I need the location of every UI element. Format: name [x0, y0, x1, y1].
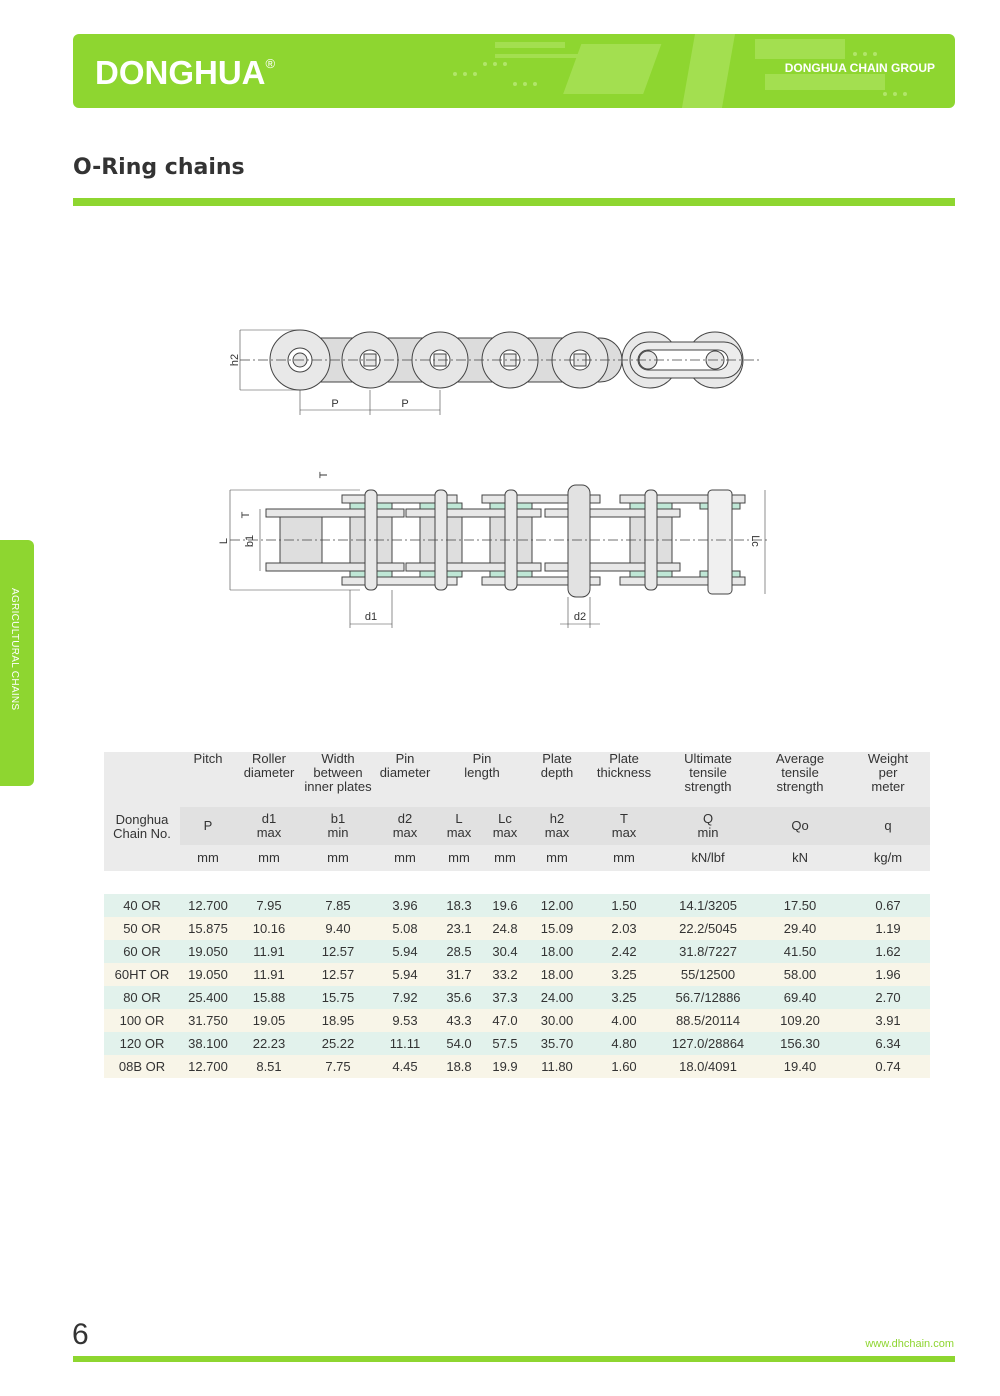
cell-lc: 30.4 — [482, 940, 528, 963]
cell-lc: 37.3 — [482, 986, 528, 1009]
cell-lc: 24.8 — [482, 917, 528, 940]
cell-w: 1.62 — [846, 940, 930, 963]
cell-lc: 19.6 — [482, 894, 528, 917]
cell-l: 18.3 — [436, 894, 482, 917]
cell-w: 1.96 — [846, 963, 930, 986]
side-tab — [0, 540, 34, 786]
label-t-side: T — [240, 511, 252, 519]
cell-qo: 19.40 — [754, 1055, 846, 1078]
cell-p: 19.050 — [180, 963, 236, 986]
cell-w: 2.70 — [846, 986, 930, 1009]
cell-no: 60HT OR — [104, 963, 180, 986]
sym-lc: Lc max — [482, 807, 528, 845]
label-h2: h2 — [229, 353, 241, 367]
cell-h2: 11.80 — [528, 1055, 586, 1078]
label-pitch-1: P — [331, 398, 339, 410]
label-d2: d2 — [573, 611, 587, 623]
cell-b1: 9.40 — [302, 917, 374, 940]
unit-q: kN/lbf — [662, 845, 754, 871]
table-row — [104, 963, 930, 986]
unit-w: kg/m — [846, 845, 930, 871]
cell-h2: 24.00 — [528, 986, 586, 1009]
sym-h2: h2 max — [528, 807, 586, 845]
cell-t: 1.50 — [586, 894, 662, 917]
cell-d1: 19.05 — [236, 1009, 302, 1032]
cell-lc: 57.5 — [482, 1032, 528, 1055]
cell-b1: 12.57 — [302, 963, 374, 986]
cell-qo: 17.50 — [754, 894, 846, 917]
side-tab-label: AGRICULTURAL CHAINS — [9, 588, 20, 711]
group-name: DONGHUA CHAIN GROUP — [784, 61, 935, 75]
header-row-units — [104, 845, 930, 871]
cell-qo: 41.50 — [754, 940, 846, 963]
label-d1: d1 — [364, 611, 378, 623]
cell-d2: 4.45 — [374, 1055, 436, 1078]
cell-qo: 29.40 — [754, 917, 846, 940]
cell-d2: 5.08 — [374, 917, 436, 940]
cell-l: 28.5 — [436, 940, 482, 963]
col-plate-depth: Plate depth — [528, 752, 586, 807]
unit-empty — [104, 845, 180, 871]
unit-d1: mm — [236, 845, 302, 871]
cell-h2: 35.70 — [528, 1032, 586, 1055]
cell-p: 12.700 — [180, 894, 236, 917]
unit-p: mm — [180, 845, 236, 871]
cell-no: 50 OR — [104, 917, 180, 940]
cell-t: 3.25 — [586, 986, 662, 1009]
cell-lc: 33.2 — [482, 963, 528, 986]
footer-url: www.dhchain.com — [865, 1338, 954, 1350]
label-t-top: T — [318, 471, 330, 479]
cell-w: 0.74 — [846, 1055, 930, 1078]
cell-h2: 15.09 — [528, 917, 586, 940]
col-average-strength: Average tensile strength — [754, 752, 846, 807]
sym-b1: b1 min — [302, 807, 374, 845]
cell-no: 08B OR — [104, 1055, 180, 1078]
table-row — [104, 894, 930, 917]
unit-lc: mm — [482, 845, 528, 871]
cell-b1: 7.75 — [302, 1055, 374, 1078]
cell-p: 19.050 — [180, 940, 236, 963]
col-width: Width between inner plates — [302, 752, 374, 807]
unit-t: mm — [586, 845, 662, 871]
label-lc: Lc — [749, 535, 761, 547]
sym-t: T max — [586, 807, 662, 845]
sym-l: L max — [436, 807, 482, 845]
cell-d1: 11.91 — [236, 963, 302, 986]
cell-qo: 58.00 — [754, 963, 846, 986]
cell-qo: 69.40 — [754, 986, 846, 1009]
cell-p: 25.400 — [180, 986, 236, 1009]
cell-q: 18.0/4091 — [662, 1055, 754, 1078]
col-roller: Roller diameter — [236, 752, 302, 807]
cell-no: 60 OR — [104, 940, 180, 963]
unit-qo: kN — [754, 845, 846, 871]
cell-l: 35.6 — [436, 986, 482, 1009]
col-pin-diameter: Pin diameter — [374, 752, 436, 807]
cell-q: 14.1/3205 — [662, 894, 754, 917]
cell-b1: 12.57 — [302, 940, 374, 963]
table-row — [104, 1055, 930, 1078]
corner-label: Donghua Chain No. — [113, 812, 171, 841]
spec-table — [104, 752, 930, 1078]
unit-l: mm — [436, 845, 482, 871]
cell-d2: 11.11 — [374, 1032, 436, 1055]
cell-d1: 7.95 — [236, 894, 302, 917]
registered-mark: ® — [265, 56, 276, 71]
col-chain-no — [104, 752, 180, 845]
cell-h2: 30.00 — [528, 1009, 586, 1032]
cell-q: 22.2/5045 — [662, 917, 754, 940]
cell-no: 40 OR — [104, 894, 180, 917]
cell-w: 6.34 — [846, 1032, 930, 1055]
cell-lc: 47.0 — [482, 1009, 528, 1032]
cell-t: 2.42 — [586, 940, 662, 963]
cell-q: 127.0/28864 — [662, 1032, 754, 1055]
sym-w: q — [846, 807, 930, 845]
brand-logo — [95, 54, 275, 92]
unit-h2: mm — [528, 845, 586, 871]
cell-p: 38.100 — [180, 1032, 236, 1055]
cell-d1: 15.88 — [236, 986, 302, 1009]
footer-rule — [73, 1356, 955, 1362]
unit-b1: mm — [302, 845, 374, 871]
cell-d2: 9.53 — [374, 1009, 436, 1032]
cell-q: 55/12500 — [662, 963, 754, 986]
cell-t: 3.25 — [586, 963, 662, 986]
unit-d2: mm — [374, 845, 436, 871]
cell-h2: 18.00 — [528, 940, 586, 963]
col-pin-length: Pin length — [436, 752, 528, 807]
cell-qo: 156.30 — [754, 1032, 846, 1055]
cell-q: 31.8/7227 — [662, 940, 754, 963]
cell-l: 31.7 — [436, 963, 482, 986]
cell-l: 54.0 — [436, 1032, 482, 1055]
table-row — [104, 986, 930, 1009]
cell-b1: 7.85 — [302, 894, 374, 917]
sym-qo: Qo — [754, 807, 846, 845]
cell-l: 18.8 — [436, 1055, 482, 1078]
cell-d1: 8.51 — [236, 1055, 302, 1078]
cell-no: 80 OR — [104, 986, 180, 1009]
cell-qo: 109.20 — [754, 1009, 846, 1032]
table-row — [104, 1032, 930, 1055]
side-view — [240, 330, 760, 415]
cell-w: 1.19 — [846, 917, 930, 940]
cell-t: 2.03 — [586, 917, 662, 940]
sym-q: Q min — [662, 807, 754, 845]
header-row-symbols — [104, 807, 930, 845]
cell-d1: 10.16 — [236, 917, 302, 940]
sym-d2: d2 max — [374, 807, 436, 845]
cell-d1: 22.23 — [236, 1032, 302, 1055]
cell-q: 56.7/12886 — [662, 986, 754, 1009]
cell-w: 0.67 — [846, 894, 930, 917]
cell-d2: 5.94 — [374, 963, 436, 986]
cell-d2: 3.96 — [374, 894, 436, 917]
cell-q: 88.5/20114 — [662, 1009, 754, 1032]
top-view — [230, 485, 770, 628]
table-row — [104, 917, 930, 940]
cell-d1: 11.91 — [236, 940, 302, 963]
table-body — [104, 894, 930, 1078]
header-banner — [73, 34, 955, 108]
label-b1: b1 — [244, 534, 256, 548]
cell-no: 120 OR — [104, 1032, 180, 1055]
cell-l: 23.1 — [436, 917, 482, 940]
cell-p: 15.875 — [180, 917, 236, 940]
cell-p: 31.750 — [180, 1009, 236, 1032]
cell-no: 100 OR — [104, 1009, 180, 1032]
cell-t: 4.80 — [586, 1032, 662, 1055]
chain-drawing — [200, 310, 800, 640]
cell-d2: 5.94 — [374, 940, 436, 963]
cell-d2: 7.92 — [374, 986, 436, 1009]
cell-t: 1.60 — [586, 1055, 662, 1078]
sym-p: P — [180, 807, 236, 845]
cell-h2: 12.00 — [528, 894, 586, 917]
cell-p: 12.700 — [180, 1055, 236, 1078]
brand-name: DONGHUA — [95, 54, 266, 91]
title-rule — [73, 198, 955, 206]
col-weight: Weight per meter — [846, 752, 930, 807]
cell-t: 4.00 — [586, 1009, 662, 1032]
cell-l: 43.3 — [436, 1009, 482, 1032]
table-spacer — [104, 871, 930, 894]
cell-h2: 18.00 — [528, 963, 586, 986]
cell-lc: 19.9 — [482, 1055, 528, 1078]
col-plate-thickness: Plate thickness — [586, 752, 662, 807]
page-number: 6 — [72, 1318, 89, 1351]
table-row — [104, 1009, 930, 1032]
cell-w: 3.91 — [846, 1009, 930, 1032]
label-pitch-2: P — [401, 398, 409, 410]
label-l: L — [218, 537, 230, 545]
col-pitch: Pitch — [180, 752, 236, 807]
cell-b1: 15.75 — [302, 986, 374, 1009]
sym-d1: d1 max — [236, 807, 302, 845]
table-row — [104, 940, 930, 963]
page-title: O-Ring chains — [73, 155, 245, 180]
col-ultimate-strength: Ultimate tensile strength — [662, 752, 754, 807]
header-row-names — [104, 752, 930, 807]
cell-b1: 18.95 — [302, 1009, 374, 1032]
cell-b1: 25.22 — [302, 1032, 374, 1055]
